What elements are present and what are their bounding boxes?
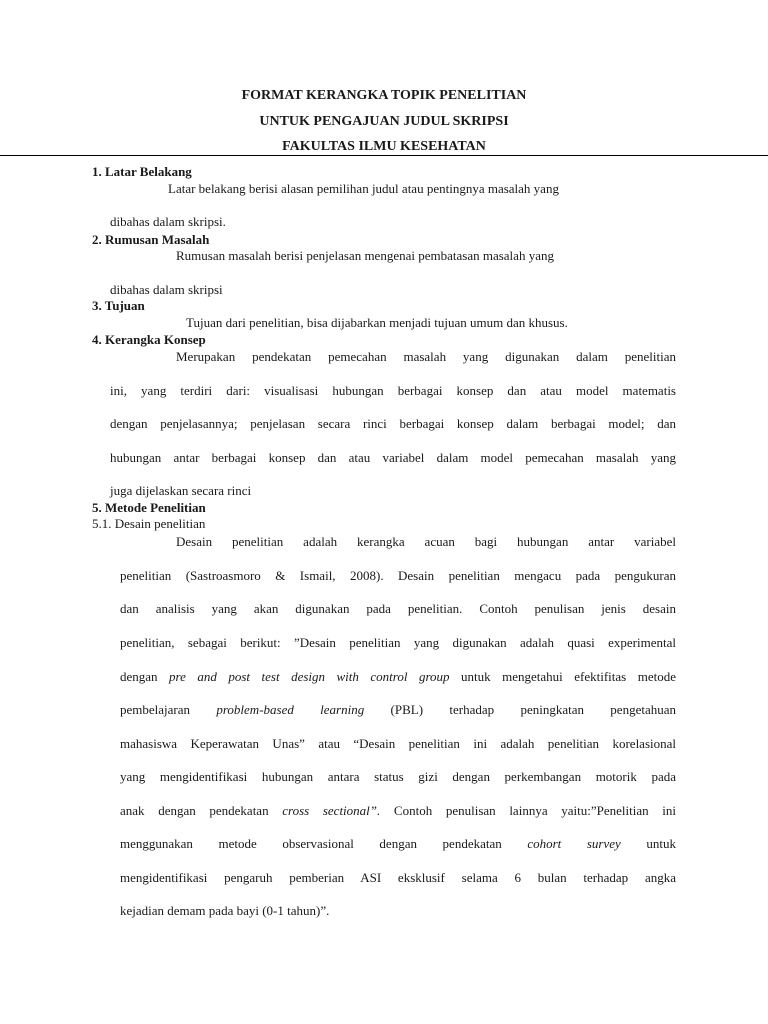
section-3-text: Tujuan dari penelitian, bisa dijabarkan menjadi tujuan umum dan khusus. — [186, 315, 568, 330]
line-10-text-a: menggunakan metode observasional dengan pendekatan — [120, 836, 528, 851]
document-title: FORMAT KERANGKA TOPIK PENELITIAN — [241, 88, 527, 103]
line-9-text-c: Contoh penulisan lainnya yaitu:”Penelitian ini — [380, 803, 676, 818]
section-5-line-7: mahasiswa Keperawatan Unas” atau “Desain penelitian ini adalah penelitian korelasional — [120, 736, 676, 751]
section-5-line-9 — [120, 803, 676, 819]
line-5-text-c: untuk mengetahui efektifitas metode — [449, 669, 676, 684]
section-2-heading: 2. Rumusan Masalah — [92, 232, 210, 247]
section-5-line-10 — [120, 836, 676, 852]
section-5-heading: 5. Metode Penelitian — [92, 500, 206, 515]
section-5-line-8: yang mengidentifikasi hubungan antara status gizi dengan perkembangan motorik pada — [120, 769, 676, 784]
section-5-line-6 — [120, 702, 676, 718]
faculty-title: FAKULTAS ILMU KESEHATAN — [282, 139, 486, 154]
section-4-line-5: juga dijelaskan secara rinci — [110, 483, 252, 498]
section-5-line-12: kejadian demam pada bayi (0-1 tahun)”. — [120, 903, 330, 918]
title-divider — [0, 155, 768, 156]
line-6-italic: problem-based learning — [216, 702, 365, 717]
line-10-italic: cohort survey — [527, 836, 621, 851]
section-5-line-3: dan analisis yang akan digunakan pada penelitian. Contoh penulisan jenis desain — [120, 601, 676, 616]
line-9-italic: cross sectional”. — [282, 803, 381, 818]
line-10-text-c: untuk — [620, 836, 676, 851]
section-5-line-11: mengidentifikasi pengaruh pemberian ASI eksklusif selama 6 bulan terhadap angka — [120, 870, 676, 885]
section-4-line-4: hubungan antar berbagai konsep dan atau variabel dalam model pemecahan masalah yang — [110, 450, 676, 465]
section-4-line-3: dengan penjelasannya; penjelasan secara rinci berbagai konsep dalam berbagai model; dan — [110, 416, 676, 431]
section-1-text-cont: dibahas dalam skripsi. — [110, 214, 226, 229]
document-subtitle: UNTUK PENGAJUAN JUDUL SKRIPSI — [259, 114, 509, 129]
section-4-line-2: ini, yang terdiri dari: visualisasi hubungan berbagai konsep dan atau model matematis — [110, 383, 676, 398]
section-5-line-1: Desain penelitian adalah kerangka acuan bagi hubungan antar variabel — [176, 534, 676, 549]
section-5-line-4: penelitian, sebagai berikut: ”Desain penelitian yang digunakan adalah quasi experimental — [120, 635, 676, 650]
section-5-line-2: penelitian (Sastroasmoro & Ismail, 2008). Desain penelitian mengacu pada pengukuran — [120, 568, 676, 583]
subsection-5-1-heading: 5.1. Desain penelitian — [92, 516, 206, 531]
line-6-text-c: (PBL) terhadap peningkatan pengetahuan — [364, 702, 677, 717]
line-5-text-a: dengan — [120, 669, 170, 684]
section-4-line-1: Merupakan pendekatan pemecahan masalah yang digunakan dalam penelitian — [176, 349, 676, 364]
section-2-text: Rumusan masalah berisi penjelasan mengenai pembatasan masalah yang — [176, 248, 554, 263]
line-6-text-a: pembelajaran — [120, 702, 217, 717]
section-1-heading: 1. Latar Belakang — [92, 164, 192, 179]
section-3-heading: 3. Tujuan — [92, 298, 145, 313]
line-9-text-a: anak dengan pendekatan — [120, 803, 283, 818]
section-2-text-cont: dibahas dalam skripsi — [110, 282, 223, 297]
section-5-line-5 — [120, 669, 676, 685]
section-4-heading: 4. Kerangka Konsep — [92, 332, 206, 347]
line-5-italic: pre and post test design with control group — [169, 669, 450, 684]
section-1-text: Latar belakang berisi alasan pemilihan judul atau pentingnya masalah yang — [168, 181, 559, 196]
